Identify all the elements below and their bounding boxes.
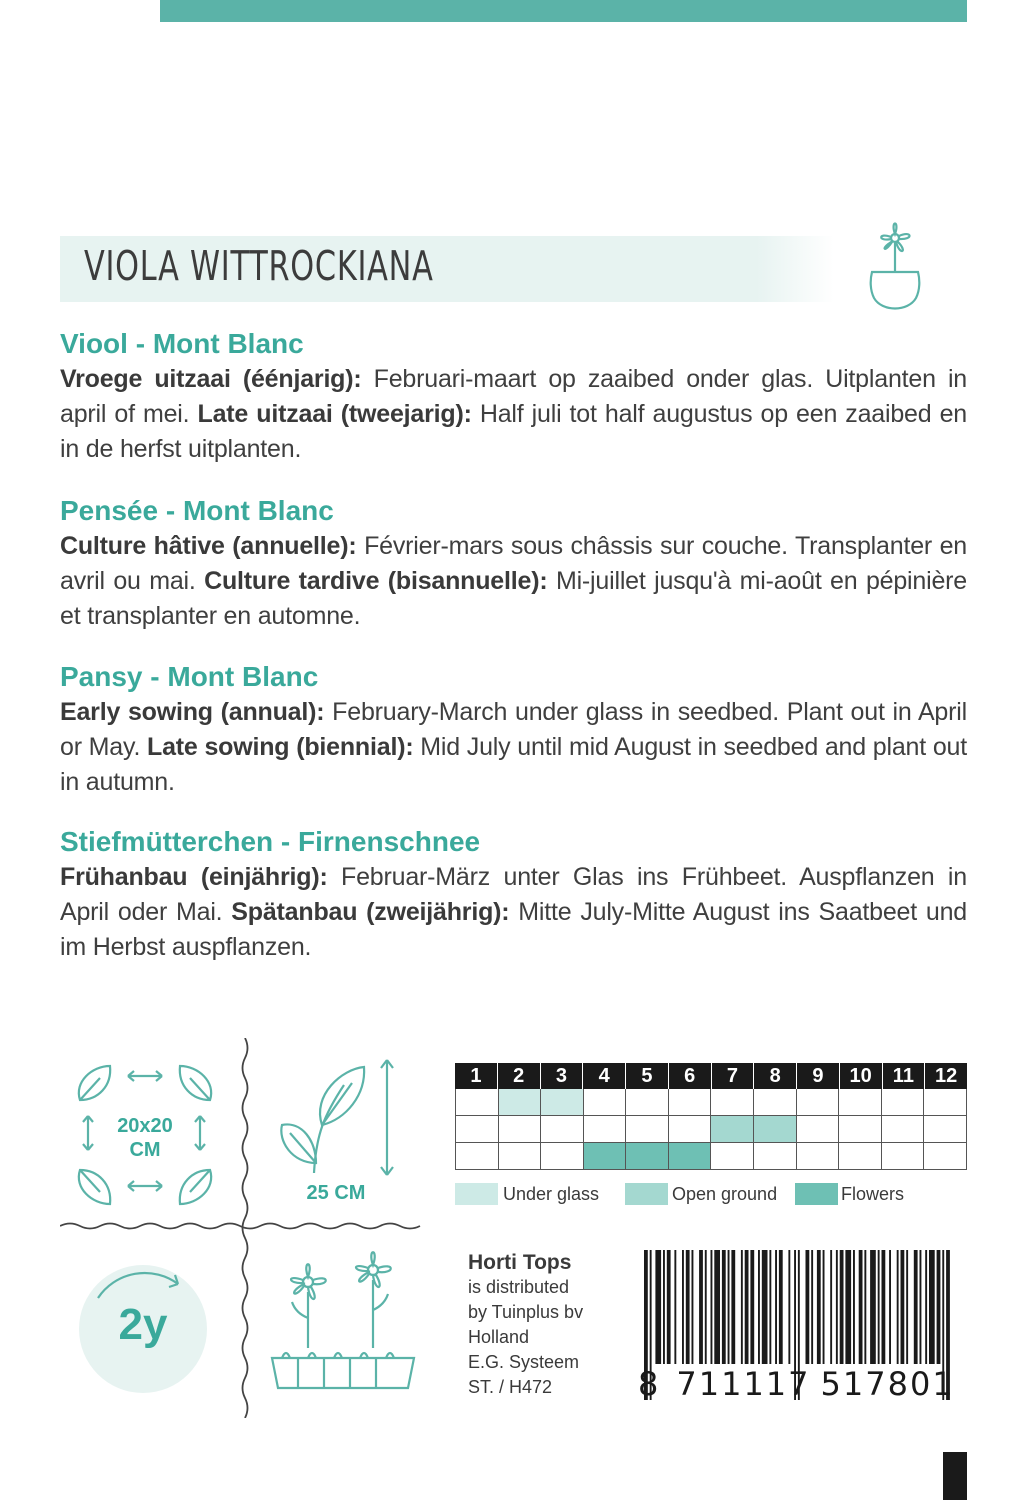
text-early: Februar-März unter Glas ins Frühbeet. Auspflanzen in April oder Mai. xyxy=(60,863,967,926)
calendar-cell xyxy=(711,1089,754,1116)
barcode-bar xyxy=(769,1250,771,1364)
barcode-bar xyxy=(830,1250,832,1364)
calendar-cell xyxy=(499,1143,542,1170)
text-late: Mi-juillet jusqu'à mi-août en pépinière et transplanter en automne. xyxy=(60,567,967,630)
barcode-bar xyxy=(864,1250,866,1364)
barcode-bar xyxy=(722,1250,726,1364)
section-title: Pensée - Mont Blanc xyxy=(60,495,334,526)
barcode-bar xyxy=(925,1250,927,1364)
month-header: 8 xyxy=(754,1063,797,1089)
barcode-bar xyxy=(817,1250,821,1364)
label-early: Early sowing (annual): xyxy=(60,698,325,726)
text-early: Februari-maart op zaaibed onder glas. Uitplanten in april of mei. xyxy=(60,365,967,428)
legend-swatch-open-ground xyxy=(625,1183,668,1205)
month-header: 3 xyxy=(541,1063,584,1089)
calendar-cell xyxy=(584,1116,627,1143)
barcode-bar xyxy=(889,1250,891,1364)
barcode-bar xyxy=(775,1250,777,1364)
barcode-bar xyxy=(897,1250,899,1364)
barcode-bar xyxy=(731,1250,735,1364)
label-late: Late uitzaai (tweejarig): xyxy=(197,400,472,428)
month-header: 9 xyxy=(797,1063,840,1089)
flowers-cell-active xyxy=(669,1143,712,1170)
barcode-bar xyxy=(845,1250,851,1364)
barcode-bar xyxy=(762,1250,768,1364)
spacing-label xyxy=(100,1114,190,1162)
label-early: Vroege uitzaai (éénjarig): xyxy=(60,365,362,393)
calendar-cell xyxy=(797,1089,840,1116)
section-english xyxy=(60,659,967,800)
barcode-bar xyxy=(655,1250,661,1364)
barcode-bar xyxy=(745,1250,749,1364)
barcode-bar xyxy=(859,1250,863,1364)
label-early: Culture hâtive (annuelle): xyxy=(60,532,357,560)
calendar-cell xyxy=(455,1143,499,1170)
horizontal-wavy-divider xyxy=(60,1214,430,1238)
label-late: Spätanbau (zweijährig): xyxy=(231,898,510,926)
height-label: 25 CM xyxy=(306,1182,366,1204)
calendar-row-flowers xyxy=(455,1143,967,1170)
calendar-cell xyxy=(924,1089,967,1116)
section-title: Stiefmütterchen - Firnenschnee xyxy=(60,826,481,857)
month-header: 6 xyxy=(669,1063,712,1089)
legend-swatch-under-glass xyxy=(455,1183,498,1205)
barcode-bar xyxy=(878,1250,880,1364)
legend-label-open-ground: Open ground xyxy=(672,1184,778,1204)
barcode-bar xyxy=(728,1250,730,1364)
open-ground-cell-active xyxy=(754,1116,797,1143)
barcode-bar xyxy=(714,1250,720,1364)
barcode-bar xyxy=(758,1250,760,1364)
distributor-line: Holland xyxy=(468,1327,530,1347)
barcode-bar xyxy=(686,1250,690,1364)
text-late: Half juli tot half augustus op een zaaibed en in de herfst uitplanten. xyxy=(60,400,967,463)
text-late: Mitte July-Mitte August ins Saatbeet und im Herbst auspflanzen. xyxy=(60,898,967,961)
calendar-legend xyxy=(455,1181,975,1211)
barcode-bar xyxy=(811,1250,813,1364)
calendar-cell xyxy=(541,1143,584,1170)
calendar-cell xyxy=(499,1116,542,1143)
calendar-cell xyxy=(839,1116,882,1143)
barcode-bar xyxy=(806,1250,810,1364)
calendar-cell xyxy=(711,1143,754,1170)
calendar-months xyxy=(455,1063,967,1089)
print-mark xyxy=(943,1452,967,1500)
month-header: 11 xyxy=(883,1063,926,1089)
barcode-bar xyxy=(836,1250,838,1364)
text-early: Février-mars sous châssis sur couche. Transplanter en avril ou mai. xyxy=(60,532,967,595)
barcode-bar xyxy=(840,1250,844,1364)
barcode-bar xyxy=(788,1250,790,1364)
barcode-bar xyxy=(914,1250,918,1364)
section-title: Viool - Mont Blanc xyxy=(60,328,304,359)
calendar-cell xyxy=(626,1089,669,1116)
calendar-cell xyxy=(669,1116,712,1143)
calendar-cell xyxy=(924,1116,967,1143)
calendar-cell xyxy=(882,1143,925,1170)
flowers-tray-icon xyxy=(268,1248,418,1398)
barcode-bar xyxy=(682,1250,684,1364)
calendar-cell xyxy=(669,1089,712,1116)
calendar-row-open-ground xyxy=(455,1116,967,1143)
open-ground-cell-active xyxy=(711,1116,754,1143)
barcode-bar xyxy=(906,1250,908,1364)
flowers-cell-active xyxy=(584,1143,627,1170)
section-text xyxy=(60,362,967,467)
distributor-info xyxy=(468,1250,583,1400)
section-french xyxy=(60,493,967,634)
calendar-cell xyxy=(882,1116,925,1143)
calendar-cell xyxy=(455,1089,499,1116)
month-header: 12 xyxy=(925,1063,967,1089)
calendar-cell xyxy=(797,1116,840,1143)
barcode-bar xyxy=(750,1250,754,1364)
latin-name: VIOLA WITTROCKIANA xyxy=(84,242,434,290)
section-text xyxy=(60,860,967,965)
text-early: February-March under glass in seedbed. Plant out in April or May. xyxy=(60,698,967,761)
legend-swatch-flowers xyxy=(795,1183,838,1205)
barcode-bar xyxy=(667,1250,671,1364)
potted-flower-icon xyxy=(862,216,928,316)
barcode-bar xyxy=(882,1250,886,1364)
month-header: 10 xyxy=(840,1063,883,1089)
barcode-bar xyxy=(705,1250,707,1364)
calendar-cell xyxy=(797,1143,840,1170)
barcode-bar xyxy=(699,1250,703,1364)
calendar-cell xyxy=(924,1143,967,1170)
text-late: Mid July until mid August in seedbed and plant out in autumn. xyxy=(60,733,968,796)
barcode-bar xyxy=(920,1250,922,1364)
barcode-digits xyxy=(638,1365,955,1403)
barcode-digit-first: 8 xyxy=(638,1365,659,1403)
barcode-bar xyxy=(663,1250,665,1364)
under-glass-cell-active xyxy=(541,1089,584,1116)
month-header: 7 xyxy=(712,1063,755,1089)
label-late: Late sowing (biennial): xyxy=(147,733,414,761)
calendar-cell xyxy=(584,1089,627,1116)
barcode-bar xyxy=(901,1250,905,1364)
calendar-cell xyxy=(754,1143,797,1170)
distributor-line: is distributed xyxy=(468,1277,570,1297)
height-leaves-icon xyxy=(272,1055,412,1185)
barcode-group-1: 711117 xyxy=(676,1365,811,1403)
barcode-bar xyxy=(711,1250,713,1364)
barcode-bar xyxy=(692,1250,694,1364)
month-header: 1 xyxy=(455,1063,498,1089)
month-header: 5 xyxy=(626,1063,669,1089)
calendar-row-under-glass xyxy=(455,1089,967,1116)
barcode-bar xyxy=(741,1250,743,1364)
spacing-value: 20x20 xyxy=(117,1115,173,1137)
legend-label-under-glass: Under glass xyxy=(503,1184,600,1204)
barcode-bar xyxy=(853,1250,855,1364)
section-title: Pansy - Mont Blanc xyxy=(60,661,319,692)
section-dutch xyxy=(60,326,967,467)
section-text xyxy=(60,695,967,800)
label-early: Frühanbau (einjährig): xyxy=(60,863,328,891)
calendar-cell xyxy=(541,1116,584,1143)
calendar-cell xyxy=(626,1116,669,1143)
calendar-cell xyxy=(839,1143,882,1170)
barcode-bar xyxy=(779,1250,783,1364)
calendar-cell xyxy=(839,1089,882,1116)
legend-label-flowers: Flowers xyxy=(841,1184,905,1204)
brand-name: Horti Tops xyxy=(468,1251,572,1274)
calendar-cell xyxy=(882,1089,925,1116)
section-text xyxy=(60,529,967,634)
barcode-bar xyxy=(929,1250,935,1364)
sowing-calendar xyxy=(455,1063,967,1170)
barcode-bar xyxy=(870,1250,876,1364)
section-german xyxy=(60,824,967,965)
barcode-bar xyxy=(674,1250,676,1364)
barcode-group-2: 517801 xyxy=(820,1365,955,1403)
calendar-cell xyxy=(754,1089,797,1116)
label-late: Culture tardive (bisannuelle): xyxy=(204,567,548,595)
month-header: 2 xyxy=(498,1063,541,1089)
cycle-label: 2y xyxy=(118,1300,168,1349)
barcode-bar xyxy=(823,1250,825,1364)
distributor-line: ST. / H472 xyxy=(468,1377,553,1397)
flowers-cell-active xyxy=(626,1143,669,1170)
top-accent-bar xyxy=(160,0,967,22)
month-header: 4 xyxy=(583,1063,626,1089)
spacing-unit: CM xyxy=(129,1139,161,1161)
calendar-cell xyxy=(455,1116,499,1143)
under-glass-cell-active xyxy=(499,1089,542,1116)
distributor-line: E.G. Systeem xyxy=(468,1352,580,1372)
barcode-bar xyxy=(937,1250,941,1364)
distributor-line: by Tuinplus bv xyxy=(468,1302,584,1322)
